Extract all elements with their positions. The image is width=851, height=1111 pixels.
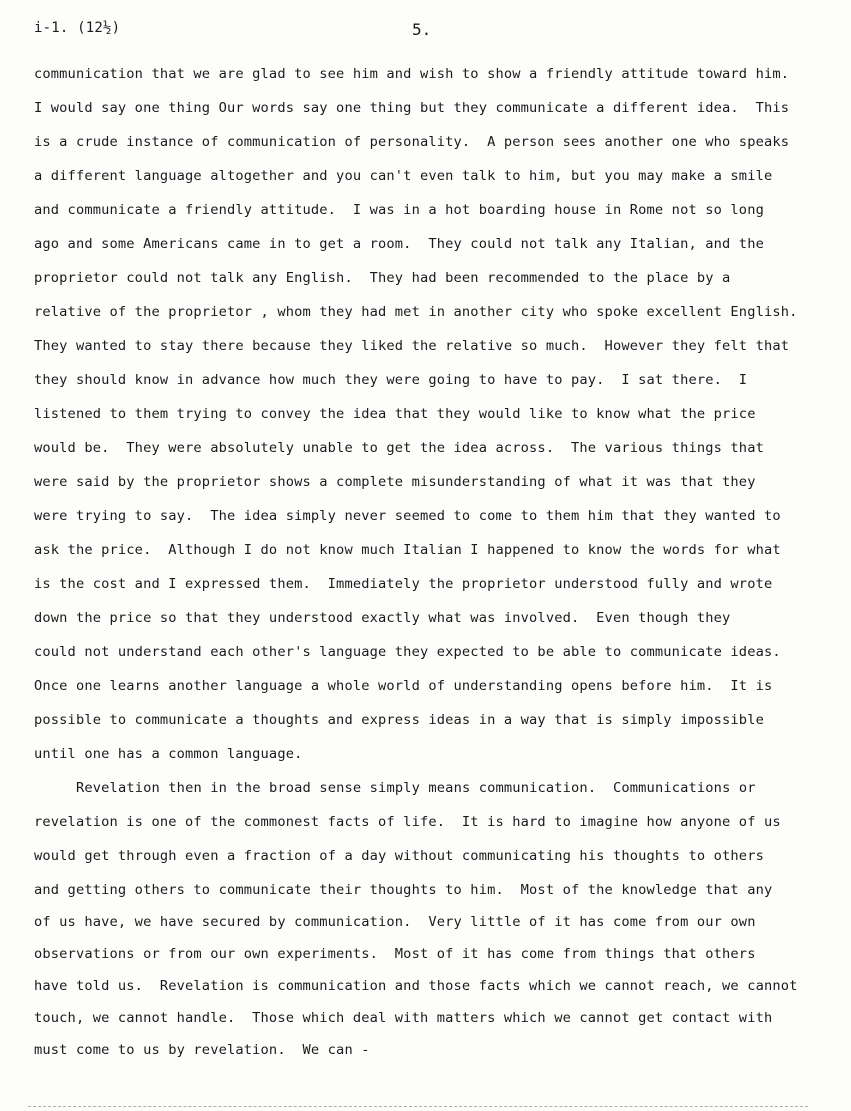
text-line: of us have, we have secured by communication. Very little of it has come from our own: [34, 914, 756, 930]
text-line: observations or from our own experiments. Most of it has come from things that others: [34, 946, 756, 962]
text-line: possible to communicate a thoughts and express ideas in a way that is simply impossible: [34, 712, 764, 728]
page-bottom-edge: [28, 1106, 808, 1107]
page-number: 5.: [412, 20, 432, 39]
text-line: were said by the proprietor shows a complete misunderstanding of what it was that they: [34, 474, 756, 490]
text-line: They wanted to stay there because they liked the relative so much. However they felt that: [34, 338, 790, 354]
text-line: have told us. Revelation is communication and those facts which we cannot reach, we cannot: [34, 978, 798, 994]
text-line: ask the price. Although I do not know much Italian I happened to know the words for what: [34, 542, 781, 558]
text-line: would get through even a fraction of a day without communicating his thoughts to others: [34, 848, 764, 864]
text-line: would be. They were absolutely unable to get the idea across. The various things that: [34, 440, 764, 456]
page-reference: i-1. (12½): [34, 20, 121, 36]
text-line: were trying to say. The idea simply never seemed to come to them him that they wanted to: [34, 508, 781, 524]
text-line: a different language altogether and you can't even talk to him, but you may make a smile: [34, 168, 773, 184]
text-line: listened to them trying to convey the idea that they would like to know what the price: [34, 406, 756, 422]
text-line: touch, we cannot handle. Those which deal with matters which we cannot get contact with: [34, 1010, 773, 1026]
text-line: until one has a common language.: [34, 746, 303, 762]
text-line: I would say one thing Our words say one thing but they communicate a different idea. This: [34, 100, 790, 116]
text-line: and getting others to communicate their thoughts to him. Most of the knowledge that any: [34, 882, 773, 898]
paragraph-first-line: Revelation then in the broad sense simply means communication. Communications or: [76, 780, 756, 796]
text-line: revelation is one of the commonest facts of life. It is hard to imagine how anyone of us: [34, 814, 781, 830]
text-line: Once one learns another language a whole world of understanding opens before him. It is: [34, 678, 773, 694]
text-line: is the cost and I expressed them. Immediately the proprietor understood fully and wrote: [34, 576, 773, 592]
text-line: must come to us by revelation. We can -: [34, 1042, 370, 1058]
text-line: relative of the proprietor , whom they had met in another city who spoke excellent English.: [34, 304, 798, 320]
text-line: they should know in advance how much they were going to have to pay. I sat there. I: [34, 372, 748, 388]
text-line: could not understand each other's language they expected to be able to communicate ideas.: [34, 644, 781, 660]
text-line: down the price so that they understood exactly what was involved. Even though they: [34, 610, 731, 626]
text-line: ago and some Americans came in to get a room. They could not talk any Italian, and the: [34, 236, 764, 252]
text-line: and communicate a friendly attitude. I was in a hot boarding house in Rome not so long: [34, 202, 764, 218]
text-line: is a crude instance of communication of personality. A person sees another one who speaks: [34, 134, 790, 150]
text-line: communication that we are glad to see him and wish to show a friendly attitude toward him.: [34, 66, 790, 82]
text-line: proprietor could not talk any English. They had been recommended to the place by a: [34, 270, 731, 286]
